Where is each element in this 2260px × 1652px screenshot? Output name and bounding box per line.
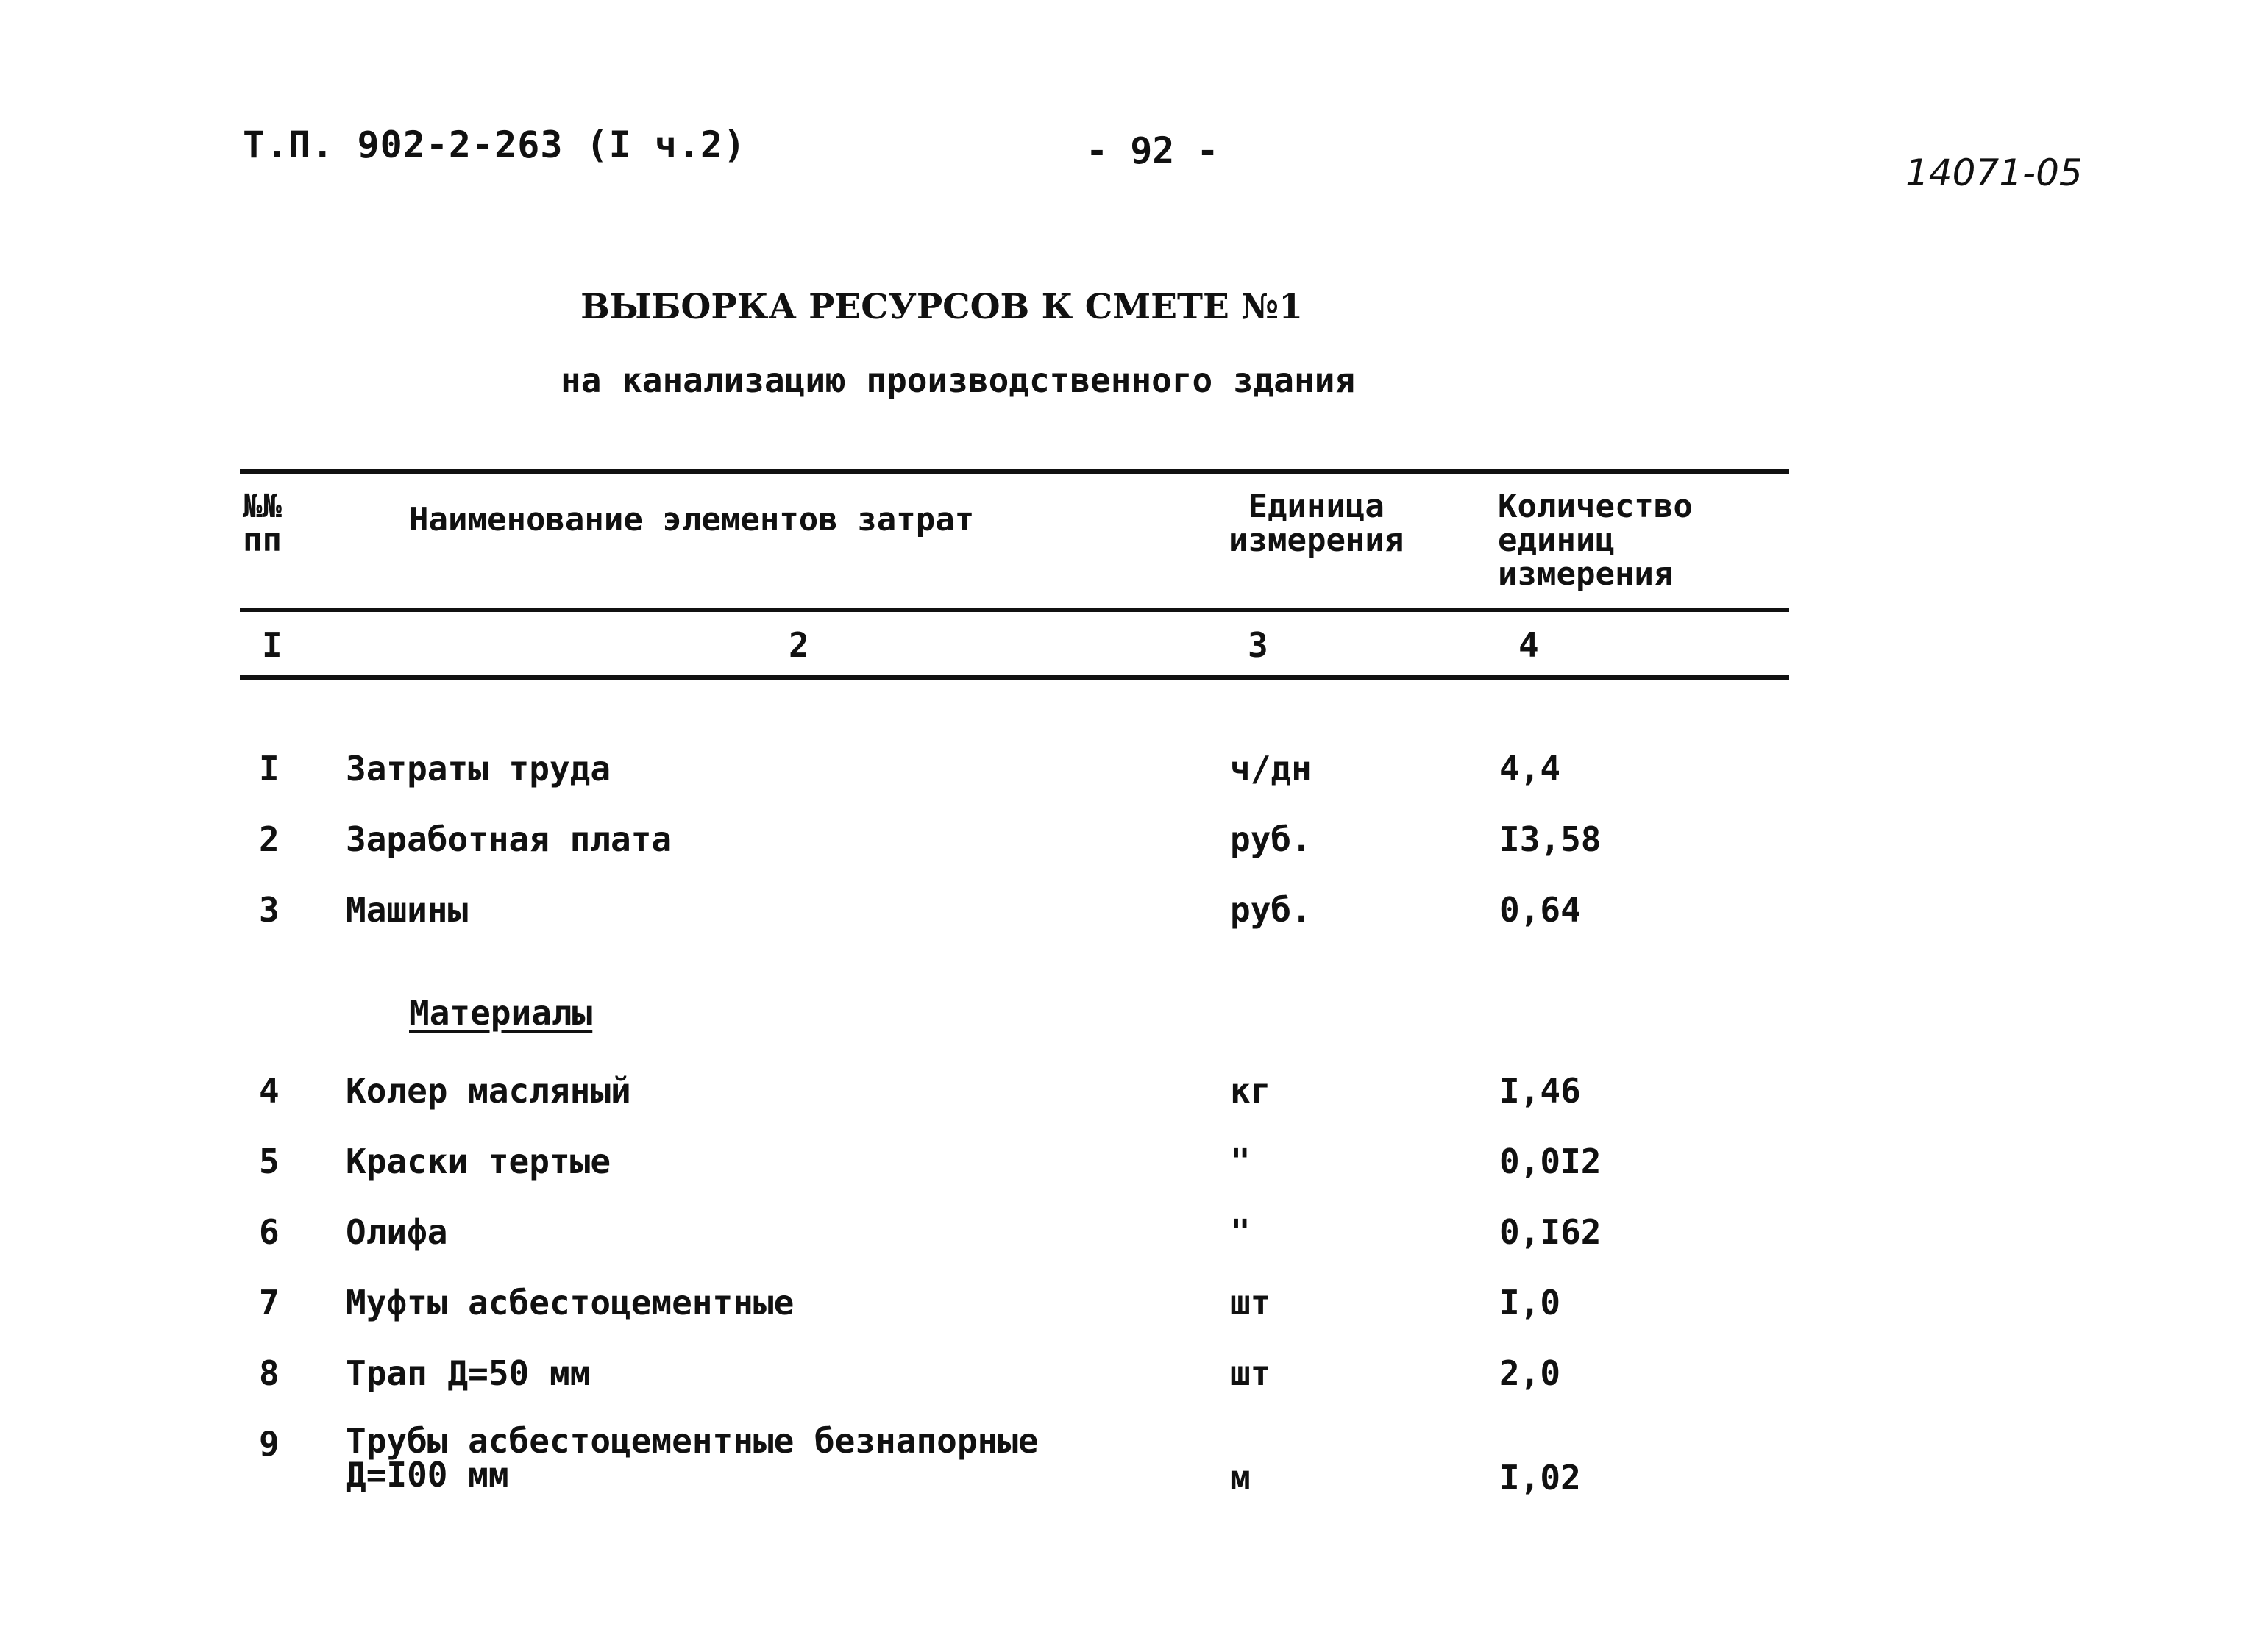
row-number: 4 bbox=[259, 1071, 280, 1111]
table-row bbox=[0, 1353, 1913, 1420]
row-name: Колер масляный bbox=[346, 1071, 631, 1111]
header-name: Наименование элементов затрат bbox=[409, 501, 975, 538]
row-name: Заработная плата bbox=[346, 819, 672, 859]
row-unit: " bbox=[1230, 1142, 1251, 1181]
archive-number: 14071-05 bbox=[1905, 152, 2083, 194]
header-num: №№ пп bbox=[243, 488, 282, 559]
table-row bbox=[0, 749, 1913, 815]
row-number: 6 bbox=[259, 1212, 280, 1252]
table-colnum-rule bbox=[240, 675, 1789, 680]
document-title: ВЫБОРКА РЕСУРСОВ К СМЕТЕ №1 bbox=[580, 287, 1303, 327]
row-name: Муфты асбестоцементные bbox=[346, 1283, 795, 1322]
row-unit: шт bbox=[1230, 1353, 1271, 1393]
row-qty: I3,58 bbox=[1499, 819, 1602, 859]
row-qty: I,46 bbox=[1499, 1071, 1581, 1111]
row-qty: I,0 bbox=[1499, 1283, 1561, 1322]
row-name: Олифа bbox=[346, 1212, 448, 1252]
row-unit: " bbox=[1230, 1212, 1251, 1252]
row-number: 8 bbox=[259, 1353, 280, 1393]
row-number: 2 bbox=[259, 819, 280, 859]
column-number-3: 3 bbox=[1248, 625, 1268, 665]
row-qty: 0,0I2 bbox=[1499, 1142, 1602, 1181]
table-row bbox=[0, 1142, 1913, 1208]
row-number: 3 bbox=[259, 890, 280, 930]
row-qty: 2,0 bbox=[1499, 1353, 1561, 1393]
table-row bbox=[0, 1071, 1913, 1137]
row-unit: шт bbox=[1230, 1283, 1271, 1322]
row-name: Затраты труда bbox=[346, 749, 611, 788]
table-row bbox=[0, 890, 1913, 956]
row-unit: руб. bbox=[1230, 890, 1312, 930]
row-qty: 4,4 bbox=[1499, 749, 1561, 788]
row-number: I bbox=[259, 749, 280, 788]
header-unit: Единица измерения bbox=[1229, 488, 1404, 559]
column-number-2: 2 bbox=[789, 625, 809, 665]
row-name: Машины bbox=[346, 890, 469, 930]
row-qty: I,02 bbox=[1499, 1458, 1581, 1498]
row-name: Трубы асбестоцементные безнапорные Д=I00 мм bbox=[346, 1421, 1039, 1495]
table-row bbox=[0, 1283, 1913, 1349]
row-unit: ч/дн bbox=[1230, 749, 1312, 788]
row-name: Краски тертые bbox=[346, 1142, 611, 1181]
page-number: - 92 - bbox=[1086, 129, 1219, 172]
table-row bbox=[0, 1212, 1913, 1278]
table-row bbox=[0, 819, 1913, 886]
row-number: 5 bbox=[259, 1142, 280, 1181]
column-number-1: I bbox=[262, 625, 282, 665]
section-label-materials: Материалы bbox=[409, 993, 593, 1033]
row-qty: 0,I62 bbox=[1499, 1212, 1602, 1252]
table-header-rule bbox=[240, 608, 1789, 612]
table-top-rule bbox=[240, 469, 1789, 474]
row-qty: 0,64 bbox=[1499, 890, 1581, 930]
document-code: Т.П. 902-2-263 (I ч.2) bbox=[243, 124, 747, 166]
row-unit: кг bbox=[1230, 1071, 1271, 1111]
row-unit: руб. bbox=[1230, 819, 1312, 859]
table-row bbox=[0, 1421, 1913, 1512]
row-number: 7 bbox=[259, 1283, 280, 1322]
column-number-4: 4 bbox=[1518, 625, 1539, 665]
header-qty: Количество единиц измерения bbox=[1498, 488, 1693, 593]
row-name: Трап Д=50 мм bbox=[346, 1353, 591, 1393]
document-subtitle: на канализацию производственного здания bbox=[561, 360, 1356, 400]
row-unit: м bbox=[1230, 1458, 1251, 1498]
row-number: 9 bbox=[259, 1424, 280, 1464]
